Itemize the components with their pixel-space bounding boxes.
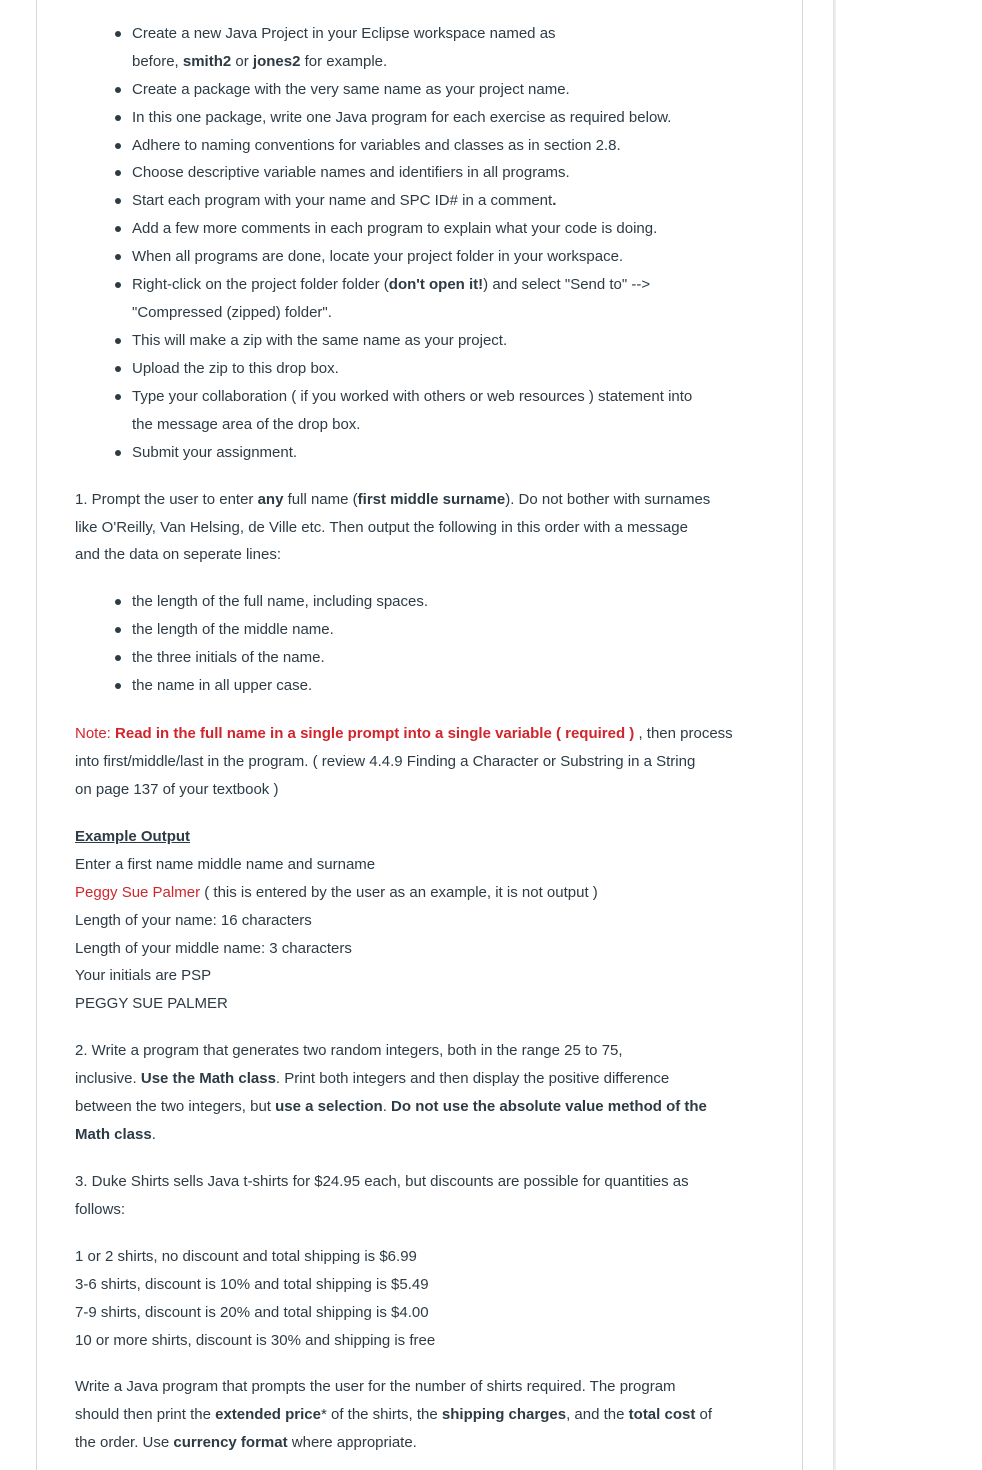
paragraph-line: 2. Write a program that generates two random integers, both in the range 25 to 75, <box>75 1042 623 1059</box>
paragraph-line: like O'Reilly, Van Helsing, de Ville etc. Then output the following in this order with a message <box>75 519 688 536</box>
example-line: Peggy Sue Palmer ( this is entered by the user as an example, it is not output ) <box>75 884 598 901</box>
list-item: Upload the zip to this drop box. <box>132 355 339 383</box>
bullet-icon <box>115 450 121 456</box>
paragraph-line: 3. Duke Shirts sells Java t-shirts for $24.95 each, but discounts are possible for quantities as <box>75 1173 689 1190</box>
note-line: on page 137 of your textbook ) <box>75 781 279 798</box>
bullet-icon <box>115 338 121 344</box>
list-item: Adhere to naming conventions for variables and classes as in section 2.8. <box>132 132 621 160</box>
list-item-continuation: the message area of the drop box. <box>132 416 361 433</box>
list-item-continuation: "Compressed (zipped) folder". <box>132 304 332 321</box>
bullet-icon <box>115 655 121 661</box>
list-item: Right-click on the project folder folder (don't open it!) and select "Send to" --> <box>132 271 650 299</box>
bullet-icon <box>115 170 121 176</box>
sidebar-divider <box>833 0 836 1470</box>
list-item: Choose descriptive variable names and identifiers in all programs. <box>132 159 570 187</box>
paragraph-line: the order. Use currency format where appropriate. <box>75 1434 417 1451</box>
paragraph-line: should then print the extended price* of the shirts, the shipping charges, and the total cost of <box>75 1406 713 1423</box>
paragraph-line: and the data on seperate lines: <box>75 546 281 563</box>
example-line: PEGGY SUE PALMER <box>75 995 228 1012</box>
pricing-tier: 10 or more shirts, discount is 30% and shipping is free <box>75 1332 436 1349</box>
note-line: Note: Read in the full name in a single prompt into a single variable ( required ) , then process <box>75 725 733 742</box>
pricing-tier: 1 or 2 shirts, no discount and total shipping is $6.99 <box>75 1248 417 1265</box>
example-line: Length of your middle name: 3 characters <box>75 940 352 957</box>
list-item: Add a few more comments in each program to explain what your code is doing. <box>132 215 657 243</box>
bullet-icon <box>115 226 121 232</box>
paragraph-line: Write a Java program that prompts the user for the number of shirts required. The program <box>75 1378 676 1395</box>
example-line: Your initials are PSP <box>75 967 212 984</box>
example-line: Enter a first name middle name and surname <box>75 856 376 873</box>
bullet-icon <box>115 683 121 689</box>
paragraph-line: Math class. <box>75 1126 156 1143</box>
list-item: Type your collaboration ( if you worked with others or web resources ) statement into <box>132 383 692 411</box>
example-line: Length of your name: 16 characters <box>75 912 312 929</box>
bullet-icon <box>115 366 121 372</box>
bullet-icon <box>115 599 121 605</box>
paragraph-line: 1. Prompt the user to enter any full name (first middle surname). Do not bother with surnames <box>75 491 711 508</box>
bullet-icon <box>115 627 121 633</box>
example-output-heading: Example Output <box>75 828 191 845</box>
bullet-icon <box>115 254 121 260</box>
list-item: the name in all upper case. <box>132 672 312 700</box>
note-line: into first/middle/last in the program. ( review 4.4.9 Finding a Character or Substring in a String <box>75 753 696 770</box>
bullet-icon <box>115 87 121 93</box>
bullet-icon <box>115 143 121 149</box>
bullet-icon <box>115 282 121 288</box>
assignment-content-panel <box>36 0 803 1470</box>
pricing-tier: 7-9 shirts, discount is 20% and total shipping is $4.00 <box>75 1304 429 1321</box>
list-item: Create a package with the very same name as your project name. <box>132 76 570 104</box>
bullet-icon <box>115 198 121 204</box>
bullet-icon <box>115 31 121 37</box>
pricing-tier: 3-6 shirts, discount is 10% and total shipping is $5.49 <box>75 1276 429 1293</box>
list-item: the three initials of the name. <box>132 644 325 672</box>
paragraph-line: between the two integers, but use a selection. Do not use the absolute value method of the <box>75 1098 707 1115</box>
bullet-icon <box>115 115 121 121</box>
list-item: In this one package, write one Java program for each exercise as required below. <box>132 104 671 132</box>
list-item: Create a new Java Project in your Eclipse workspace named as <box>132 20 556 48</box>
bullet-icon <box>115 394 121 400</box>
paragraph-line: follows: <box>75 1201 126 1218</box>
list-item: This will make a zip with the same name as your project. <box>132 327 507 355</box>
paragraph-line: inclusive. Use the Math class. Print both integers and then display the positive difference <box>75 1070 670 1087</box>
list-item-continuation: before, smith2 or jones2 for example. <box>132 53 388 70</box>
list-item: the length of the full name, including spaces. <box>132 588 428 616</box>
list-item: Start each program with your name and SPC ID# in a comment. <box>132 187 556 215</box>
list-item: the length of the middle name. <box>132 616 334 644</box>
list-item: When all programs are done, locate your project folder in your workspace. <box>132 243 623 271</box>
list-item: Submit your assignment. <box>132 439 297 467</box>
